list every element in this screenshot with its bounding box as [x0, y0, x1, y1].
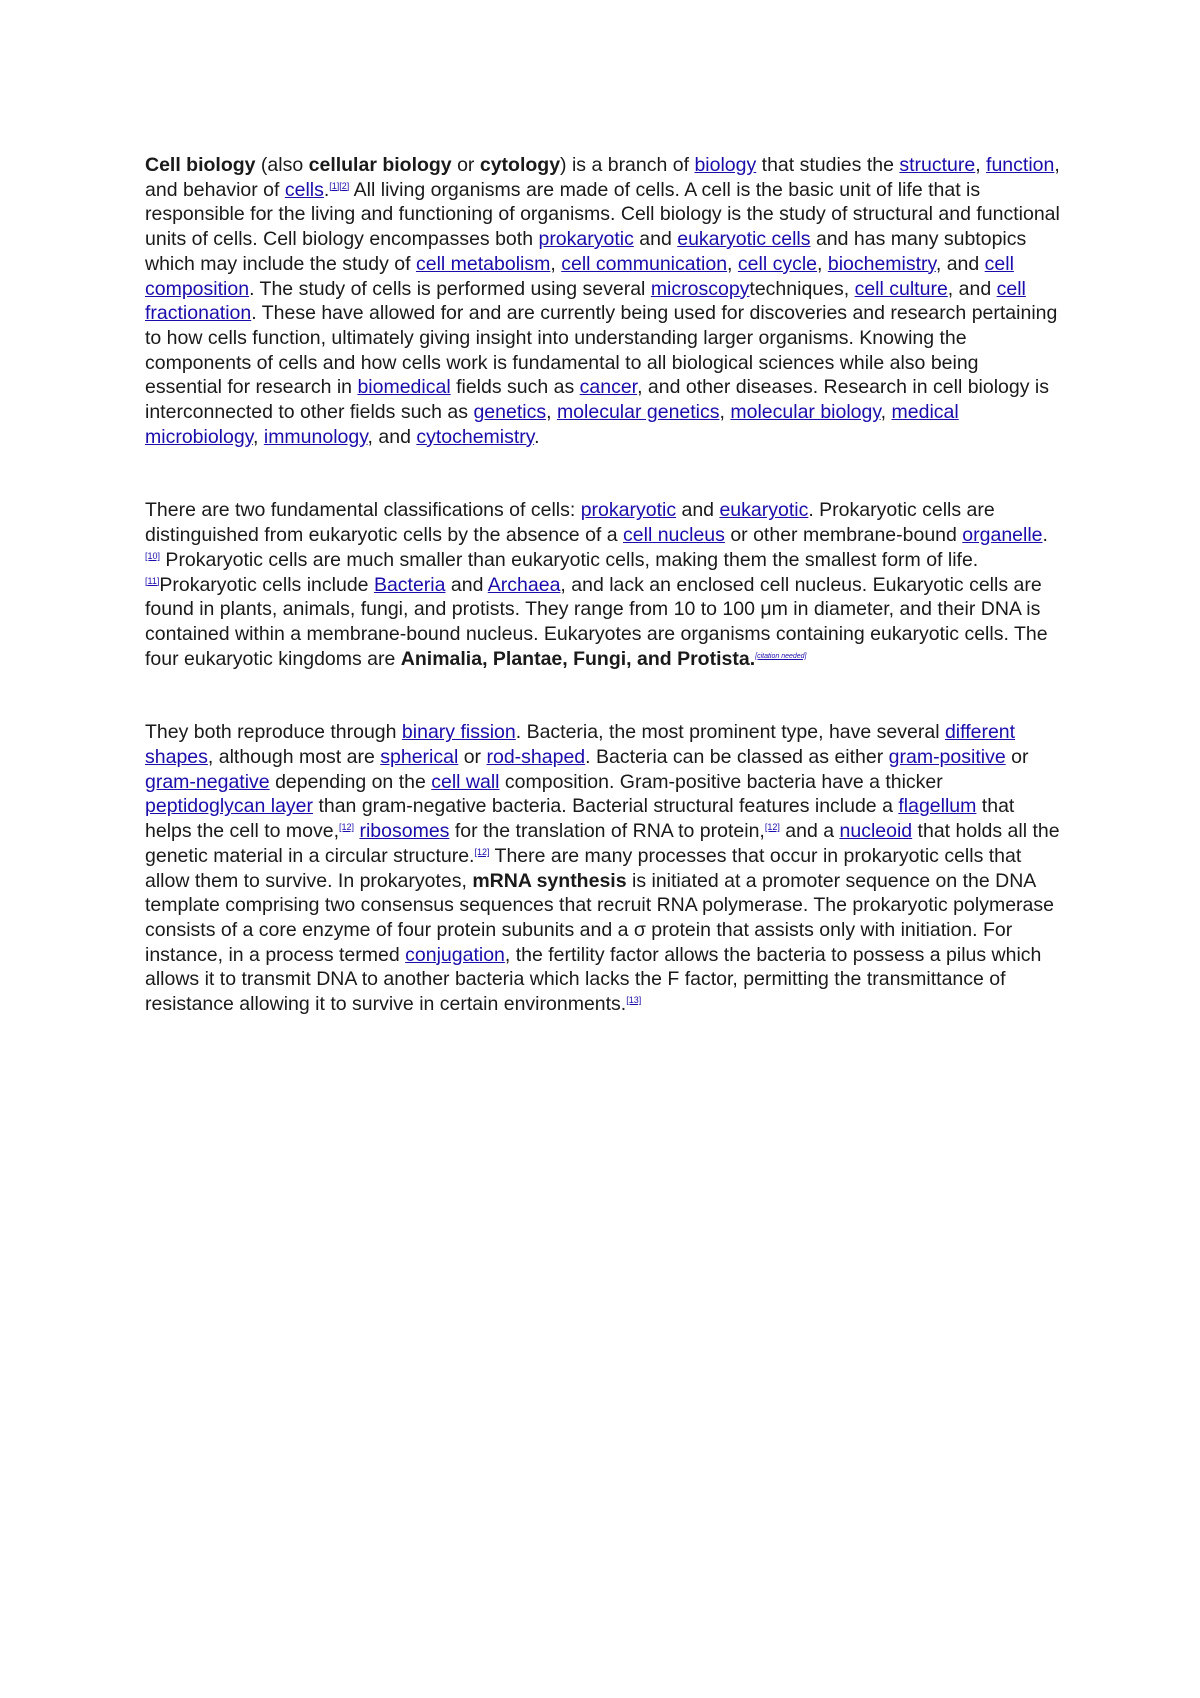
text-run: , — [727, 252, 738, 275]
inline-link[interactable]: gram-positive — [888, 746, 1006, 769]
text-run: that studies the — [756, 154, 900, 176]
text-run: . Bacteria can be classed as either — [585, 746, 889, 769]
text-run: There are two fundamental classifications of cells: — [145, 499, 581, 522]
inline-link[interactable]: peptidoglycan layer — [145, 795, 314, 818]
text-run: fields such as — [450, 376, 580, 399]
text-run: There are many processes that occur in prokaryotic cells that allow them to survive. In prokaryotes, — [145, 844, 1022, 892]
inline-link[interactable]: medical microbiology — [145, 401, 959, 448]
reference-marker[interactable]: [13] — [626, 995, 642, 1006]
inline-link[interactable]: cell cycle — [737, 252, 817, 275]
inline-link[interactable]: function — [986, 154, 1055, 176]
text-run: , and behavior of — [145, 154, 1060, 201]
inline-link[interactable]: cell wall — [431, 770, 500, 793]
reference-marker[interactable]: [10] — [145, 550, 161, 561]
inline-link[interactable]: cell communication — [561, 252, 728, 275]
text-run: , although most are — [207, 746, 381, 769]
inline-link[interactable]: cell fractionation — [145, 277, 1026, 325]
text-run: that helps the cell to move, — [145, 795, 1015, 843]
text-run: or other membrane-bound — [724, 524, 963, 547]
inline-link[interactable]: biochemistry — [827, 252, 936, 275]
inline-link[interactable]: biomedical — [357, 376, 451, 399]
text-run: , — [880, 401, 892, 424]
text-run: and has many subtopics which may include the study of — [145, 228, 1027, 275]
text-run: , — [546, 401, 557, 424]
bold-term: Animalia, Plantae, Fungi, and Protista. — [400, 647, 756, 670]
inline-link[interactable]: Archaea — [487, 573, 561, 596]
text-run: depending on the — [269, 770, 432, 793]
text-run: or — [458, 746, 487, 769]
inline-link[interactable]: organelle — [962, 524, 1043, 547]
text-run: , and — [935, 252, 985, 275]
text-run: , and other diseases. Research in cell biology is interconnected to other fields such as — [145, 376, 1049, 424]
text-run: All living organisms are made of cells. A cell is the basic unit of life that is responsible for the living and functioning of organisms. Cell biology is the study of structural and functional units of cells. Cell biology encompasses both — [145, 178, 1060, 251]
inline-link[interactable]: cell composition — [145, 252, 1014, 300]
inline-link[interactable]: conjugation — [405, 943, 505, 966]
inline-link[interactable]: microscopy — [650, 277, 750, 300]
inline-link[interactable]: cell metabolism — [415, 252, 551, 275]
inline-link[interactable]: nucleoid — [839, 820, 913, 843]
text-run: for the translation of RNA to protein, — [449, 820, 765, 843]
text-run: , and — [947, 277, 997, 300]
reference-marker[interactable]: [12] — [764, 822, 780, 833]
inline-link[interactable]: cell culture — [854, 277, 948, 300]
paragraph-prokaryotes — [145, 720, 1060, 1016]
text-run: (also — [255, 154, 309, 176]
text-run: than gram-negative bacteria. Bacterial structural features include a — [313, 795, 899, 818]
bold-term: cytology — [479, 154, 561, 176]
inline-link[interactable]: spherical — [380, 746, 459, 769]
text-run: . — [323, 178, 330, 201]
inline-link[interactable]: cell nucleus — [623, 524, 725, 547]
text-run: Prokaryotic cells include — [159, 573, 374, 596]
inline-link[interactable]: eukaryotic cells — [677, 228, 811, 251]
text-run: and a — [779, 820, 840, 843]
inline-link[interactable]: flagellum — [898, 795, 977, 818]
text-run: . Bacteria, the most prominent type, have several — [515, 721, 945, 744]
inline-link[interactable]: cells — [284, 178, 324, 201]
bold-term: mRNA synthesis — [472, 869, 627, 892]
text-run: , — [975, 154, 987, 176]
text-run: . Prokaryotic cells are distinguished from eukaryotic cells by the absence of a — [145, 499, 995, 547]
inline-link[interactable]: Bacteria — [373, 573, 446, 596]
text-run: is initiated at a promoter sequence on the DNA template comprising two consensus sequences that recruit RNA polymerase. The prokaryotic polymerase consists of a core enzyme of four protein subunits and a σ protein that assists only with initiation. For instance, in a process termed — [145, 869, 1054, 966]
text-run: , — [817, 252, 828, 275]
text-run: . These have allowed for and are currently being used for discoveries and research pertaining to how cells function, ultimately giving insight into understanding larger organisms. Knowing the components of cells and how cells work is fundamental to all biological sciences while also being essential for research in — [145, 302, 1058, 399]
text-run: , and lack an enclosed cell nucleus. Eukaryotic cells are found in plants, animals, fungi, and protists. They range from 10 to 100 μm in diameter, and their DNA is contained within a membrane-bound nucleus. Eukaryotes are organisms containing eukaryotic cells. The four eukaryotic kingdoms are — [145, 573, 1048, 670]
inline-link[interactable]: immunology — [263, 425, 368, 448]
text-run: Prokaryotic cells are much smaller than eukaryotic cells, making them the smallest form of life. — [160, 548, 979, 571]
inline-link[interactable]: gram-negative — [145, 770, 270, 793]
text-run: , the fertility factor allows the bacteria to possess a pilus which allows it to transmit DNA to another bacteria which lacks the F factor, permitting the transmittance of resistance allowing it to survive in certain environments. — [145, 943, 1042, 1016]
reference-marker[interactable]: [1][2] — [329, 180, 350, 191]
reference-marker[interactable]: [12] — [474, 846, 490, 857]
inline-link[interactable]: molecular genetics — [556, 401, 720, 424]
text-run: , — [719, 401, 731, 424]
paragraph-intro — [145, 153, 1060, 449]
inline-link[interactable]: cancer — [579, 376, 638, 399]
reference-marker[interactable]: [12] — [339, 822, 355, 833]
inline-link[interactable]: structure — [899, 154, 976, 176]
inline-link[interactable]: cytochemistry — [416, 425, 535, 448]
text-run: , — [253, 425, 264, 448]
inline-link[interactable]: ribosomes — [359, 820, 450, 843]
paragraph-classifications — [145, 498, 1060, 671]
text-run: or — [1005, 746, 1029, 769]
document-page — [145, 153, 1060, 1017]
inline-link[interactable]: biology — [694, 154, 757, 176]
inline-link[interactable]: rod-shaped — [486, 746, 586, 769]
citation-needed-marker[interactable]: [citation needed] — [755, 652, 807, 660]
text-run: , and — [367, 425, 417, 448]
text-run: or — [451, 154, 480, 176]
inline-link[interactable]: prokaryotic — [538, 228, 634, 251]
text-run: and — [633, 228, 678, 251]
text-run: They both reproduce through — [145, 721, 402, 744]
text-run: and — [445, 573, 488, 596]
text-run: . — [1042, 524, 1048, 547]
bold-term: cellular biology — [308, 154, 452, 176]
inline-link[interactable]: binary fission — [401, 721, 516, 744]
inline-link[interactable]: genetics — [473, 401, 547, 424]
inline-link[interactable]: eukaryotic — [719, 499, 809, 522]
text-run: and — [676, 499, 720, 522]
text-run: , — [550, 252, 562, 275]
inline-link[interactable]: molecular biology — [730, 401, 881, 424]
text-run: . — [534, 425, 540, 448]
reference-marker[interactable]: [11] — [145, 575, 160, 586]
bold-term: Cell biology — [145, 154, 256, 176]
text-run: that holds all the genetic material in a circular structure. — [145, 820, 1060, 867]
text-run: techniques, — [749, 277, 855, 300]
text-run: ) is a branch of — [560, 154, 695, 176]
text-run: composition. Gram-positive bacteria have a thicker — [499, 770, 943, 793]
inline-link[interactable]: prokaryotic — [580, 499, 677, 522]
inline-link[interactable]: different shapes — [145, 721, 1016, 769]
text-run: . The study of cells is performed using several — [249, 277, 651, 300]
